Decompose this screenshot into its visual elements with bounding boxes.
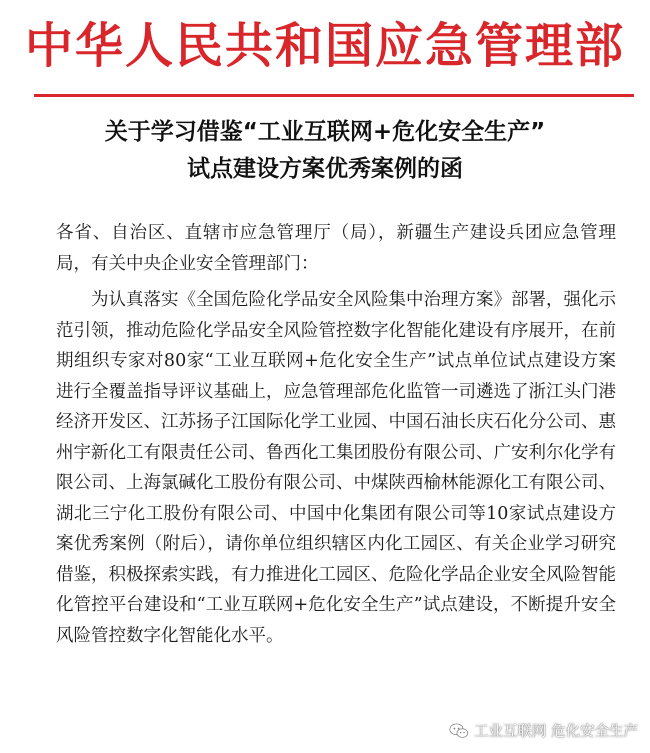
letter-title-line2: 试点建设方案优秀案例的函 [187, 156, 463, 182]
salutation: 各省、自治区、直辖市应急管理厅（局），新疆生产建设兵团应急管理局，有关中央企业安全管理部门： [56, 223, 616, 274]
letter-title-line1: 关于学习借鉴“工业互联网+危化安全生产” [104, 119, 546, 145]
watermark [449, 720, 638, 741]
body-paragraph: 为认真落实《全国危险化学品安全风险集中治理方案》部署，强化示范引领，推动危险化学品安全风险管控数字化智能化建设有序展开，在前期组织专家对80家“工业互联网+危化安全生产”试点单位试点建设方案进行全覆盖指导评议基础上，应急管理部危化监管一司遴选了浙江头门港经济开发区、江苏扬子江国际化学工业园、中国石油长庆石化分公司、惠州宇新化工有限责任公司、鲁西化工集团股份有限公司、广安利尔化学有限公司、上海氯碱化工股份有限公司、中煤陕西榆林能源化工有限公司、湖北三宁化工股份有限公司、中国中化集团有限公司等10家试点建设方案优秀案例（附后），请你单位组织辖区内化工园区、有关企业学习研究借鉴，积极探索实践，有力推进化工园区、危险化学品企业安全风险智能化管控平台建设和“工业互联网+危化安全生产”试点建设，不断提升安全风险管控数字化智能化水平。 [56, 290, 616, 646]
agency-header: 中华人民共和国应急管理部 [24, 18, 625, 74]
wechat-icon [449, 722, 469, 740]
red-divider-line [34, 94, 634, 97]
watermark-text: 工业互联网 危化安全生产 [473, 724, 638, 740]
